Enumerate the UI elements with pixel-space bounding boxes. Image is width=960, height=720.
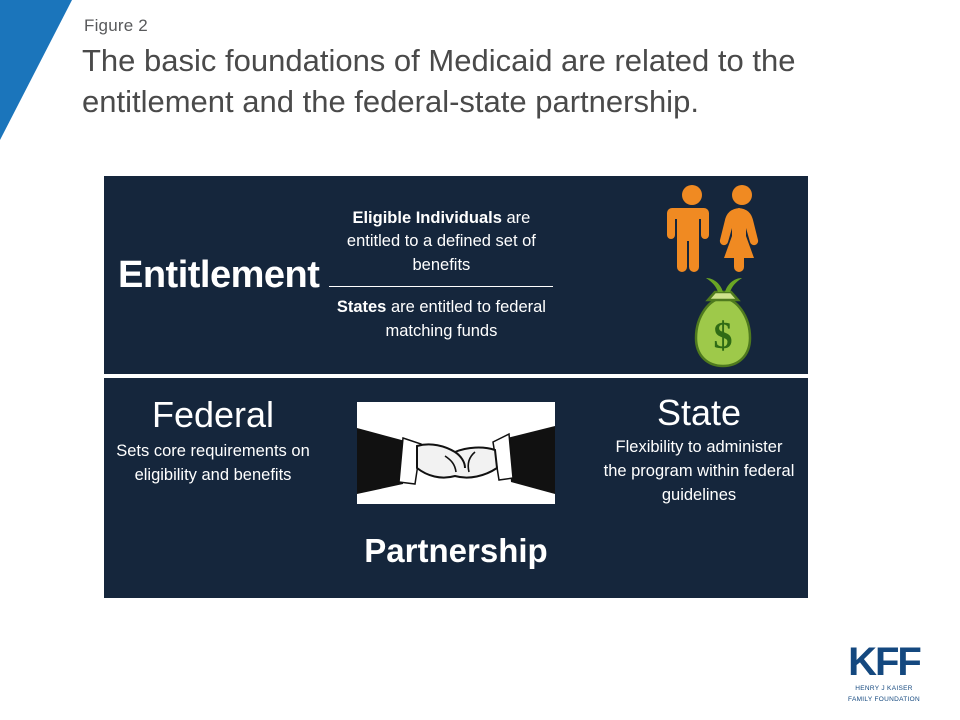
state-heading: State bbox=[656, 392, 742, 433]
two-people-icon bbox=[664, 182, 774, 272]
entitlement-divider bbox=[329, 286, 553, 287]
figure-label: Figure 2 bbox=[84, 16, 148, 35]
entitlement-states-bold: States bbox=[336, 298, 387, 317]
diagram-container bbox=[104, 176, 808, 598]
entitlement-panel bbox=[104, 176, 808, 374]
state-description: Flexibility to administer the program within federal guidelines bbox=[603, 437, 795, 504]
federal-description: Sets core requirements on eligibility and benefits bbox=[116, 441, 310, 484]
page-title: The basic foundations of Medicaid are related to the entitlement and the federal-state partnership. bbox=[82, 43, 796, 120]
entitlement-individuals-text bbox=[323, 207, 559, 277]
entitlement-states-text bbox=[323, 296, 559, 343]
kff-wordmark: KFF bbox=[848, 639, 920, 684]
entitlement-text-block bbox=[323, 207, 559, 343]
kff-subtitle-line1: HENRY J KAISER bbox=[855, 684, 913, 692]
entitlement-heading: Entitlement bbox=[118, 253, 320, 296]
federal-column bbox=[104, 378, 322, 598]
federal-heading: Federal bbox=[151, 394, 275, 435]
entitlement-individuals-rest: are entitled to a defined set of benefits bbox=[346, 208, 536, 274]
svg-text:$: $ bbox=[713, 315, 733, 357]
handshake-image bbox=[357, 402, 555, 504]
kff-logo bbox=[834, 639, 934, 704]
state-column bbox=[590, 378, 808, 598]
corner-accent-wedge bbox=[0, 0, 80, 150]
entitlement-artwork bbox=[559, 176, 808, 374]
partnership-heading: Partnership bbox=[364, 532, 548, 569]
money-bag-icon bbox=[668, 276, 778, 376]
kff-subtitle-line2: FAMILY FOUNDATION bbox=[848, 695, 920, 703]
entitlement-states-rest: are entitled to federal matching funds bbox=[385, 298, 546, 340]
entitlement-individuals-bold: Eligible Individuals bbox=[352, 208, 502, 227]
partnership-center-column bbox=[322, 378, 590, 598]
partnership-panel bbox=[104, 378, 808, 598]
